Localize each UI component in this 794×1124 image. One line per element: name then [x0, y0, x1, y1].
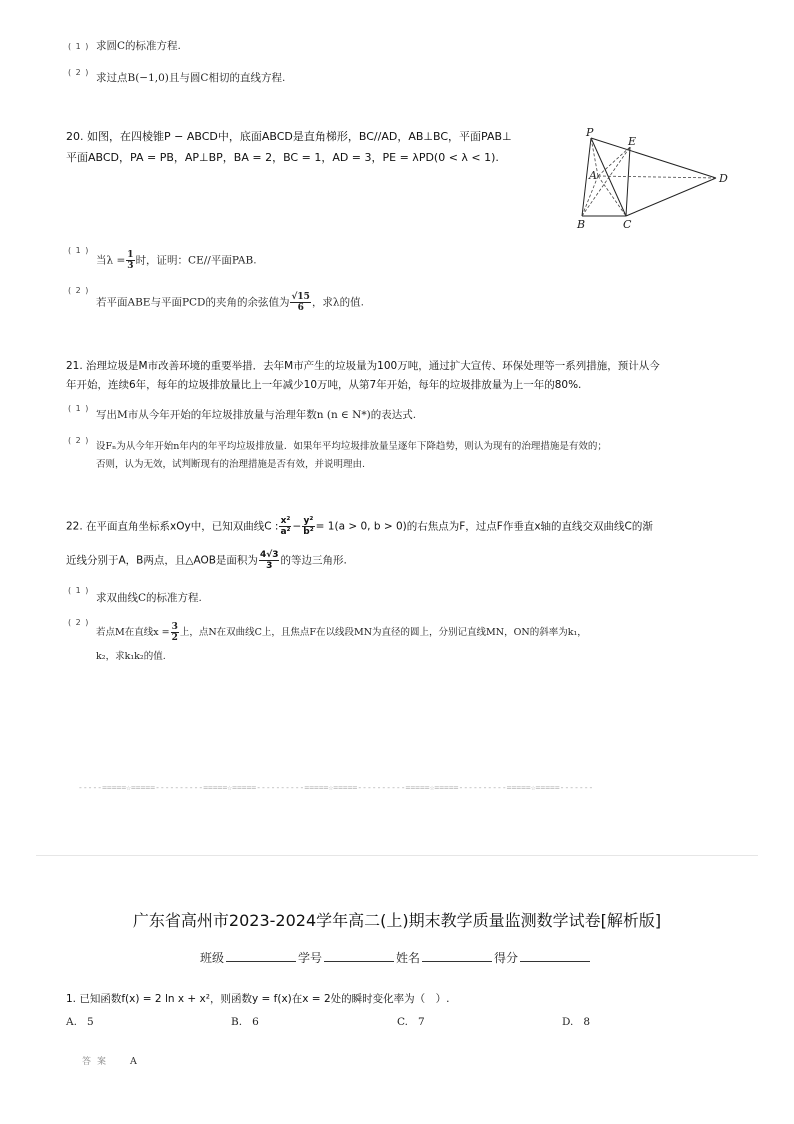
option-letter: B.	[231, 1016, 243, 1028]
frac-denominator: 3	[127, 261, 134, 271]
q20-stem-line2: 平面ABCD，PA = PB，AP⊥BP，BA = 2，BC = 1，AD = 3，PE = λPD(0 < λ < 1).	[66, 151, 499, 164]
frac-numerator: x²	[280, 516, 291, 526]
q22-sub2-fraction	[171, 622, 179, 643]
id-field[interactable]	[324, 949, 394, 962]
pyramid-figure	[576, 124, 736, 234]
edge-PD	[591, 138, 716, 178]
frac-numerator: 1	[127, 250, 134, 260]
q22-sub1-number: ( 1 )	[68, 586, 90, 595]
q21-stem-line1: 21. 治理垃圾是M市改善环境的重要举措．去年M市产生的垃圾量为100万吨，通过扩大宣传、环保处理等一系列措施，预计从今	[66, 360, 660, 372]
label-B: B	[577, 218, 586, 231]
q19-sub1-number: ( 1 )	[68, 42, 90, 51]
frac-denominator: b²	[303, 527, 314, 537]
q20-sub1-pre: 当λ =	[96, 254, 126, 267]
q21-stem-line2: 年开始，连续6年，每年的垃圾排放量比上一年减少10万吨，从第7年开始，每年的垃圾排放量为上一年的80%.	[66, 379, 582, 391]
edge-AD	[598, 176, 716, 178]
q20-sub2-pre: 若平面ABE与平面PCD的夹角的余弦值为	[96, 296, 290, 309]
frac-denominator: 2	[171, 633, 178, 643]
frac-numerator: 3	[171, 622, 178, 632]
q1-option-d[interactable]	[562, 1016, 590, 1028]
q20-sub2-fraction	[290, 292, 310, 313]
frac-numerator: y²	[303, 516, 314, 526]
edge-CD	[626, 178, 716, 216]
frac-numerator: √15	[291, 292, 310, 302]
student-info-row	[200, 949, 600, 966]
option-value: 8	[583, 1016, 591, 1028]
label-E: E	[628, 135, 637, 148]
option-letter: A.	[66, 1016, 77, 1028]
frac-denominator: 3	[266, 561, 273, 571]
label-P: P	[586, 126, 594, 139]
q22-frac-x	[279, 516, 291, 537]
q22-sub1-text: 求双曲线C的标准方程.	[96, 592, 202, 604]
q19-sub2-text: 求过点B(−1,0)且与圆C相切的直线方程.	[96, 72, 286, 84]
q20-stem-line1: 20. 如图，在四棱锥P − ABCD中，底面ABCD是直角梯形，BC//AD，AB⊥BC，平面PAB⊥	[66, 130, 512, 143]
id-label: 学号	[298, 951, 323, 965]
answer-label: 答案	[82, 1057, 113, 1067]
q1-stem: 1. 已知函数f(x) = 2 ln x + x²，则函数y = f(x)在x = 2处的瞬时变化率为（ ）.	[66, 993, 450, 1005]
q20-sub1-post: 时，证明：CE//平面PAB.	[135, 254, 257, 267]
edge-AE	[598, 147, 630, 176]
q1-option-b[interactable]	[231, 1016, 259, 1028]
q21-sub1-text: 写出M市从今年开始的年垃圾排放量与治理年数n (n ∈ N*)的表达式.	[96, 409, 417, 421]
q21-sub1-number: ( 1 )	[68, 404, 90, 413]
q21-sub2-number: ( 2 )	[68, 436, 90, 445]
q22-stem-line1	[66, 516, 746, 537]
score-field[interactable]	[520, 949, 590, 962]
edge-CE	[626, 147, 630, 216]
q22-minus: −	[292, 520, 302, 533]
q22-sub2-line1	[96, 622, 726, 643]
q22-sub2-post: 上，点N在双曲线C上，且焦点F在以线段MN为直径的圆上，分别记直线MN，ON的斜率为k₁，	[179, 627, 587, 638]
class-field[interactable]	[226, 949, 296, 962]
q22-line2-post: 的等边三角形.	[280, 554, 347, 567]
q1-option-c[interactable]	[397, 1016, 425, 1028]
q20-sub2-post: ，求λ的值.	[311, 296, 364, 309]
label-D: D	[719, 172, 728, 185]
option-letter: C.	[397, 1016, 408, 1028]
frac-numerator: 4√3	[259, 550, 279, 560]
option-value: 5	[86, 1016, 94, 1028]
q20-sub1	[96, 250, 257, 271]
q20-sub1-fraction	[126, 250, 134, 271]
label-C: C	[623, 218, 632, 231]
exam-title: 广东省高州市2023-2024学年高二(上)期末教学质量监测数学试卷[解析版]	[132, 911, 662, 930]
q22-sub2-pre: 若点M在直线x =	[96, 627, 170, 638]
score-label: 得分	[494, 951, 519, 965]
star-divider: -----=====☆=====----------=====☆=====----------=====☆=====----------=====☆=====----------=====☆=====-------	[78, 783, 594, 792]
option-value: 7	[418, 1016, 425, 1028]
option-letter: D.	[562, 1016, 574, 1028]
q22-line1-post: = 1(a > 0, b > 0)的右焦点为F，过点F作垂直x轴的直线交双曲线C的渐	[315, 520, 653, 533]
answer-value: A	[130, 1056, 137, 1067]
class-label: 班级	[200, 951, 225, 965]
q1-option-a[interactable]	[66, 1016, 94, 1028]
q21-sub2-line2: 否则，认为无效，试判断现有的治理措施是否有效，并说明理由.	[96, 459, 366, 470]
name-label: 姓名	[396, 951, 421, 965]
q19-sub1-text: 求圆C的标准方程.	[96, 40, 181, 52]
frac-denominator: 6	[297, 303, 304, 313]
page-break-line	[36, 855, 758, 856]
frac-denominator: a²	[280, 527, 291, 537]
option-value: 6	[252, 1016, 259, 1028]
q22-line2-pre: 近线分别于A，B两点，且△AOB是面积为	[66, 554, 258, 567]
q20-sub1-number: ( 1 )	[68, 246, 90, 255]
q22-sub2-number: ( 2 )	[68, 618, 90, 627]
q20-sub2	[96, 292, 364, 313]
q22-stem-line2	[66, 550, 746, 571]
q21-sub2-line1: 设Fₙ为从今年开始n年内的年平均垃圾排放量．如果年平均垃圾排放量呈逐年下降趋势，则认为现有的治理措施是有效的；	[96, 441, 607, 452]
q20-sub2-number: ( 2 )	[68, 286, 90, 295]
name-field[interactable]	[422, 949, 492, 962]
q1-answer	[82, 1049, 137, 1068]
q22-frac-y	[302, 516, 314, 537]
q19-sub2-number: ( 2 )	[68, 68, 90, 77]
label-A: A	[589, 169, 597, 182]
q22-line1-pre: 22. 在平面直角坐标系xOy中，已知双曲线C :	[66, 520, 279, 533]
edge-AC	[598, 176, 626, 216]
q22-frac-area	[259, 550, 280, 571]
q22-sub2-line2: k₂，求k₁k₂的值.	[96, 651, 166, 662]
